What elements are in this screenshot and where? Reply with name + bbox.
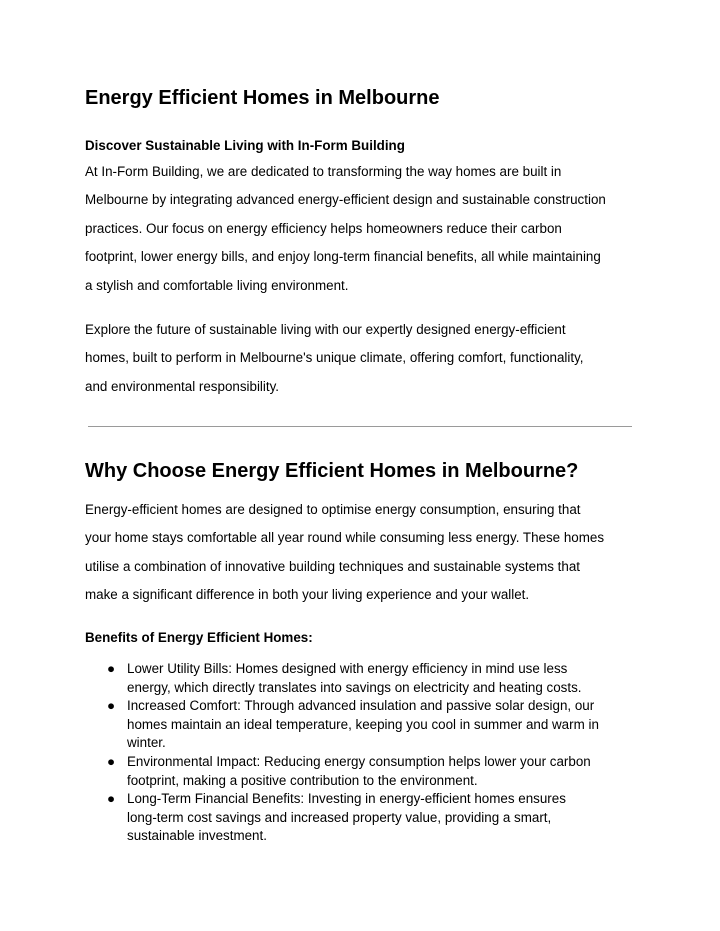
paragraph-line: and environmental responsibility. <box>85 378 280 394</box>
paragraph-line: homes, built to perform in Melbourne's unique climate, offering comfort, functionality, <box>85 350 584 366</box>
list-item-line: sustainable investment. <box>127 828 267 844</box>
list-item-text <box>127 697 605 753</box>
list-item <box>85 790 605 846</box>
paragraph-line: utilise a combination of innovative building techniques and sustainable systems that <box>85 558 581 574</box>
section-title: Why Choose Energy Efficient Homes in Melbourne? <box>85 460 579 482</box>
bullet-icon: ● <box>107 698 116 714</box>
paragraph-line: footprint, lower energy bills, and enjoy long-term financial benefits, all while maintaining <box>85 249 601 265</box>
paragraph-line: Melbourne by integrating advanced energy-efficient design and sustainable construction <box>85 192 606 208</box>
list-item-line: winter. <box>127 735 166 751</box>
horizontal-divider <box>88 426 632 427</box>
list-item-line: energy, which directly translates into savings on electricity and heating costs. <box>127 679 582 695</box>
intro-paragraph-2 <box>85 316 640 401</box>
list-item-line: Increased Comfort: Through advanced insulation and passive solar design, our <box>127 698 595 714</box>
why-paragraph <box>85 496 640 610</box>
list-item <box>85 697 605 753</box>
list-item-text <box>127 790 605 846</box>
paragraph-line: Energy-efficient homes are designed to optimise energy consumption, ensuring that <box>85 502 581 517</box>
page-title: Energy Efficient Homes in Melbourne <box>85 87 440 109</box>
list-item-line: footprint, making a positive contribution to the environment. <box>127 772 478 788</box>
bullet-icon: ● <box>107 791 116 807</box>
bullet-icon: ● <box>107 753 116 769</box>
paragraph-line: your home stays comfortable all year round while consuming less energy. These homes <box>85 530 605 546</box>
list-item <box>85 753 605 790</box>
bullet-icon: ● <box>107 661 116 676</box>
list-item-line: Lower Utility Bills: Homes designed with energy efficiency in mind use less <box>127 661 568 676</box>
intro-paragraph-1 <box>85 158 640 300</box>
benefits-list <box>85 660 605 846</box>
paragraph-line: At In-Form Building, we are dedicated to transforming the way homes are built in <box>85 164 562 179</box>
benefits-heading: Benefits of Energy Efficient Homes: <box>85 630 313 645</box>
list-item-line: Long-Term Financial Benefits: Investing in energy-efficient homes ensures <box>127 791 566 807</box>
list-item-text <box>127 660 605 697</box>
list-item-line: homes maintain an ideal temperature, keeping you cool in summer and warm in <box>127 716 599 732</box>
list-item-line: Environmental Impact: Reducing energy consumption helps lower your carbon <box>127 753 591 769</box>
paragraph-line: make a significant difference in both your living experience and your wallet. <box>85 587 530 603</box>
list-item <box>85 660 605 697</box>
intro-subtitle: Discover Sustainable Living with In-Form Building <box>85 138 405 153</box>
list-item-text <box>127 753 605 790</box>
paragraph-line: Explore the future of sustainable living with our expertly designed energy-efficient <box>85 322 566 337</box>
paragraph-line: a stylish and comfortable living environment. <box>85 277 349 293</box>
paragraph-line: practices. Our focus on energy efficiency helps homeowners reduce their carbon <box>85 220 562 236</box>
list-item-line: long-term cost savings and increased property value, providing a smart, <box>127 809 552 825</box>
